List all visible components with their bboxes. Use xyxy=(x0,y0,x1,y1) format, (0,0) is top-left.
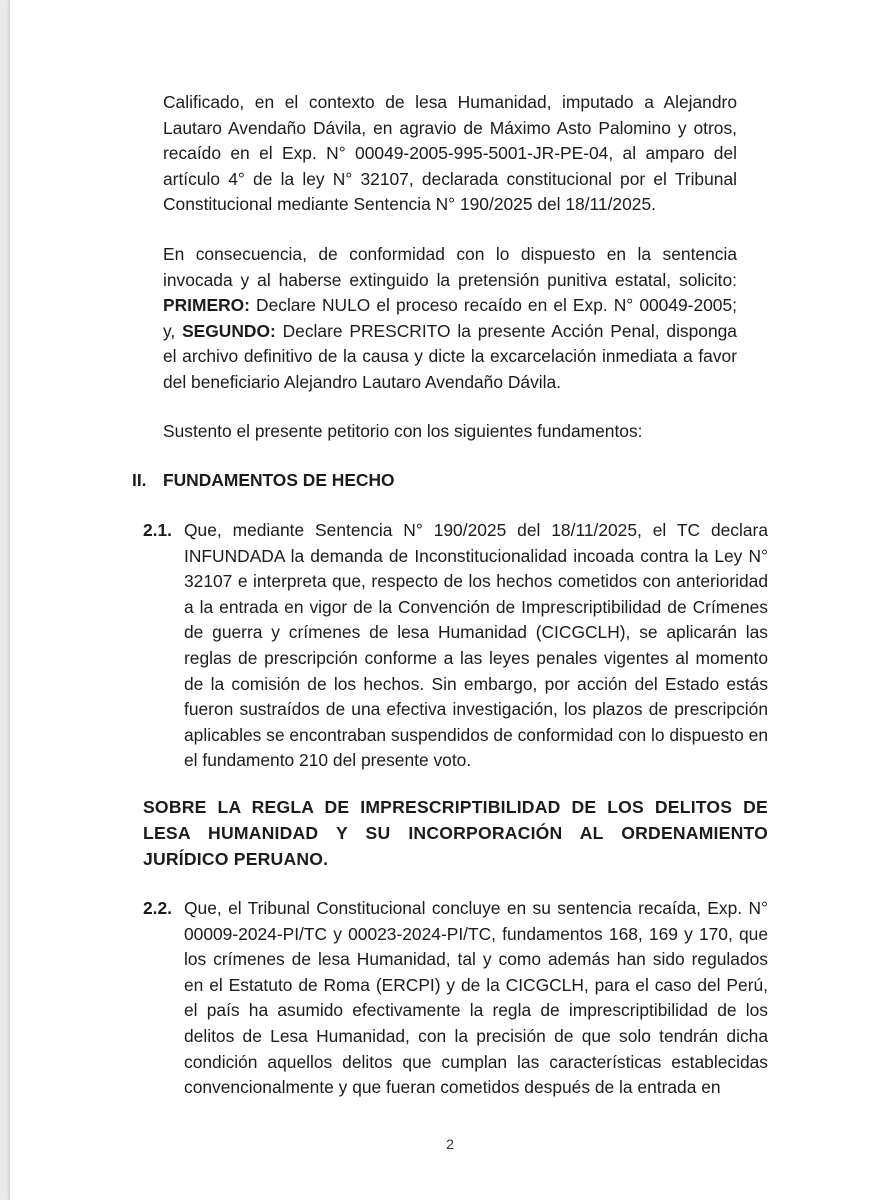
page-number: 2 xyxy=(446,1136,454,1152)
segundo-label: SEGUNDO: xyxy=(182,320,276,341)
section-number: II. xyxy=(132,470,147,490)
subheading: SOBRE LA REGLA DE IMPRESCRIPTIBILIDAD DE LOS DELITOS DE LESA HUMANIDAD Y SU INCORPORACIÓN AL ORDENAMIENTO JURÍDICO PERUANO. xyxy=(143,797,768,869)
item-2-1-text: Que, mediante Sentencia N° 190/2025 del 18/11/2025, el TC declara INFUNDADA la demanda de Inconstitucionalidad incoada contra la Ley N° 32107 e interpreta que, respecto de los hechos cometidos con anterioridad a la entrada en vigor de la Convención de Imprescriptibilidad de Crímenes de guerra y crímenes de lesa Humanidad (CICGCLH), se aplicarán las reglas de prescripción conforme a las leyes penales vigentes al momento de la comisión de los hechos. Sin embargo, por acción del Estado estás fueron sustraídos de una efectiva investigación, los plazos de prescripción aplicables se encontraban suspendidos de conformidad con lo dispuesto en el fundamento 210 del presente voto. xyxy=(184,520,768,771)
consecuencia-text-2: Declare NULO el proceso recaído en el Exp. N° 00049-2005; y, xyxy=(163,295,737,341)
consecuencia-text-3: Declare PRESCRITO la presente Acción Penal, disponga el archivo definitivo de la causa y dicte la excarcelación inmediata a favor del beneficiario Alejandro Lautaro Avendaño Dávila. xyxy=(163,320,737,392)
item-2-1-number: 2.1. xyxy=(143,520,173,540)
item-2-2-text: Que, el Tribunal Constitucional concluye en su sentencia recaída, Exp. N° 00009-2024-PI/TC y 00023-2024-PI/TC, fundamentos 168, 169 y 170, que los crímenes de lesa Humanidad, tal y como además han sido regulados en el Estatuto de Roma (ERCPI) y de la CICGCLH, para el caso del Perú, el país ha asumido efectivamente la regla de imprescriptibilidad de los delitos de Lesa Humanidad, con la precisión de que solo tendrán dicha condición aquellos delitos que cumplan las características establecidas convencionalmente y que fueran cometidos después de la entrada en xyxy=(184,898,768,1098)
paragraph-sustento: Sustento el presente petitorio con los siguientes fundamentos: xyxy=(163,421,643,441)
paragraph-intro: Calificado, en el contexto de lesa Humanidad, imputado a Alejandro Lautaro Avendaño Dávila, en agravio de Máximo Asto Palomino y otros, recaído en el Exp. N° 00049-2005-995-5001-JR-PE-04, al amparo del artículo 4° de la ley N° 32107, declarada constitucional por el Tribunal Constitucional mediante Sentencia N° 190/2025 del 18/11/2025. xyxy=(163,92,737,215)
document-page xyxy=(10,0,890,1200)
paragraph-consecuencia xyxy=(163,242,737,396)
consecuencia-text-1: En consecuencia, de conformidad con lo dispuesto en la sentencia invocada y al haberse extinguido la pretensión punitiva estatal, solicito: xyxy=(163,244,737,290)
primero-label: PRIMERO: xyxy=(163,295,250,316)
item-2-2-number: 2.2. xyxy=(143,898,173,918)
section-title: FUNDAMENTOS DE HECHO xyxy=(163,470,395,490)
